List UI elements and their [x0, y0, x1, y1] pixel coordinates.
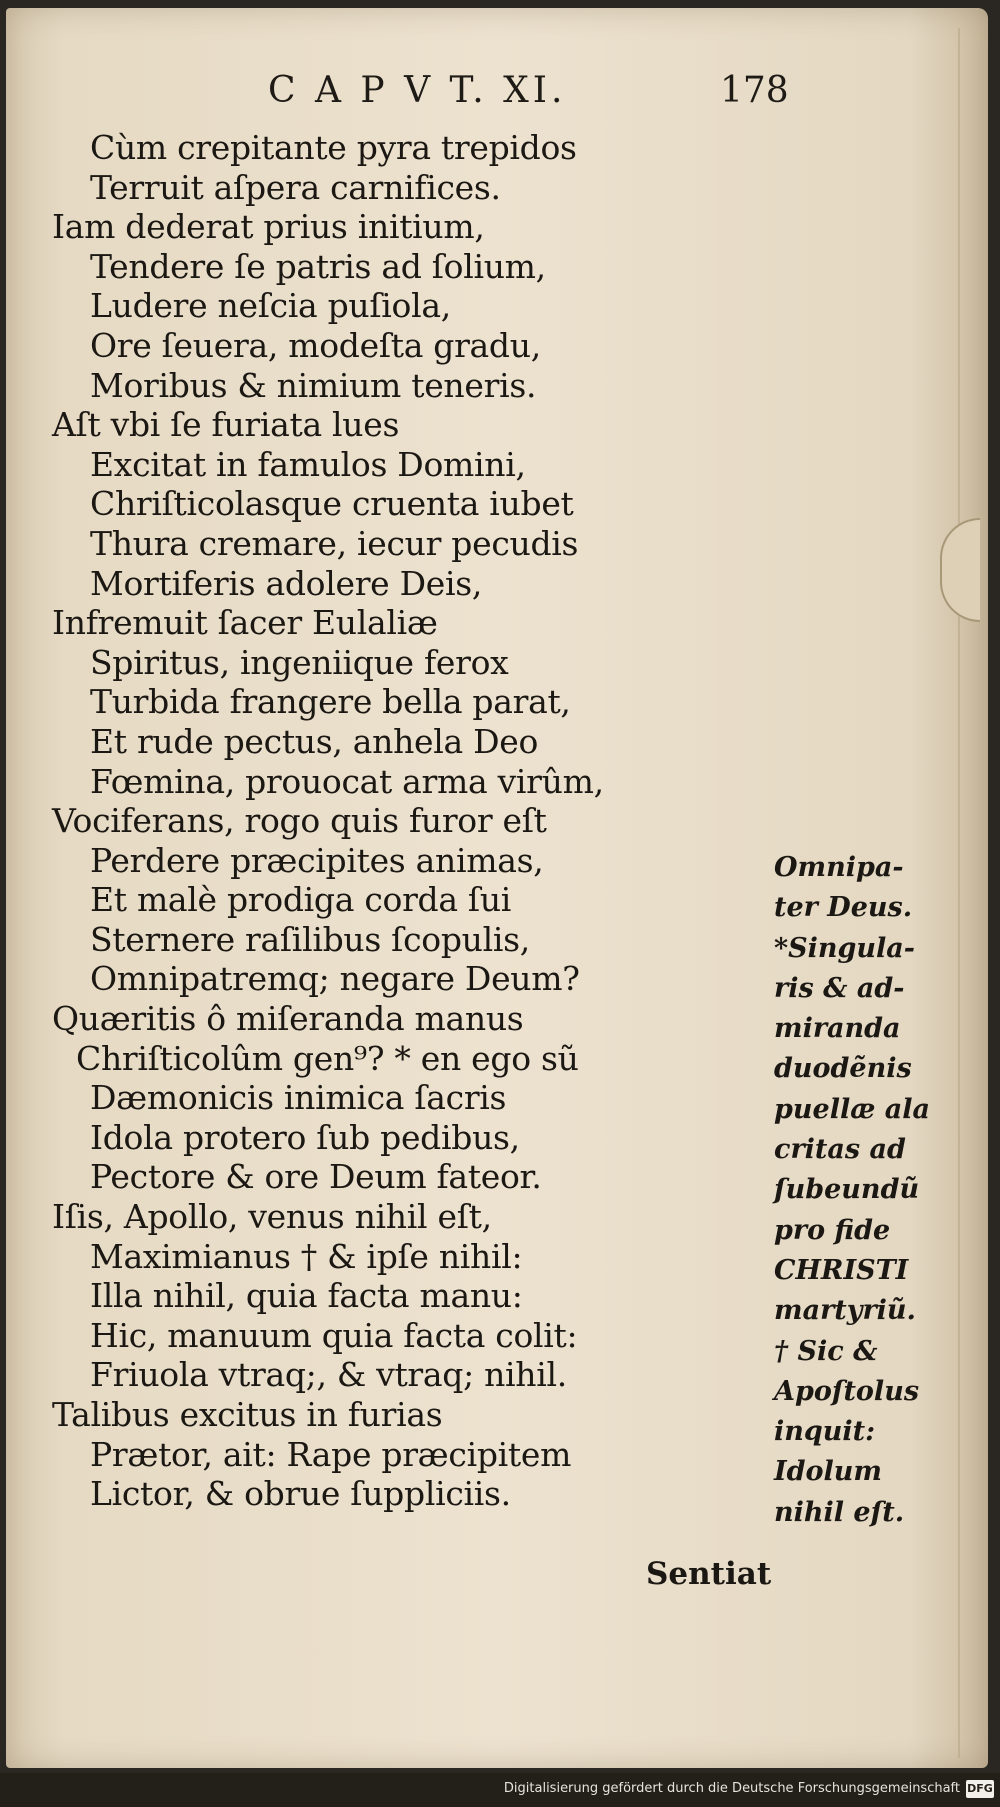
marginal-note-line: miranda — [774, 1013, 901, 1045]
verse-line: Et rude pectus, anhela Deo — [90, 721, 539, 761]
verse-line: Aſt vbi ſe furiata lues — [52, 405, 400, 445]
dfg-logo: DFG — [966, 1780, 994, 1798]
marginal-note-line: ris & ad- — [774, 972, 905, 1004]
verse-line: Excitat in famulos Domini, — [90, 444, 526, 484]
marginal-note-line: martyriũ. — [774, 1295, 916, 1327]
catchword: Sentiat — [646, 1556, 772, 1592]
verse-line: Sternere raſilibus ſcopulis, — [90, 919, 530, 959]
verse-line: Vociferans, rogo quis furor eſt — [52, 801, 547, 841]
marginal-note-line: critas ad — [774, 1134, 906, 1166]
verse-line: Chriſticolûm gen⁹? * en ego sũ — [76, 1038, 579, 1078]
funding-credit: Digitalisierung gefördert durch die Deutsche Forschungsgemeinschaft — [503, 1781, 960, 1796]
digitization-footer — [0, 1773, 1000, 1807]
verse-line: Iam dederat prius initium, — [52, 207, 485, 247]
book-page — [6, 8, 988, 1768]
marginal-note-line: Apoſtolus — [774, 1375, 920, 1407]
verse-line: Turbida frangere bella parat, — [90, 682, 571, 722]
page-edge — [958, 28, 970, 1758]
verse-line: Spiritus, ingeniique ferox — [90, 642, 509, 682]
page-header — [6, 70, 988, 130]
marginal-note — [774, 848, 954, 1533]
verse-line: Friuola vtraq;, & vtraq; nihil. — [90, 1355, 567, 1395]
marginal-note-line: ter Deus. — [774, 892, 913, 924]
verse-line: Idola protero ſub pedibus, — [90, 1117, 520, 1157]
verse-line: Perdere præcipites animas, — [90, 840, 544, 880]
verse-line: Et malè prodiga corda ſui — [90, 880, 512, 920]
verse-line: Infremuit ſacer Eulaliæ — [52, 603, 438, 643]
verse-line: Cùm crepitante pyra trepidos — [90, 128, 577, 167]
verse-line: Ore ſeuera, modeſta gradu, — [90, 325, 541, 365]
running-head: C A P V T. XI. — [268, 70, 567, 111]
verse-line: Thura cremare, iecur pecudis — [90, 523, 579, 563]
verse-line: Hic, manuum quia facta colit: — [90, 1315, 578, 1355]
marginal-note-line: nihil eſt. — [774, 1496, 905, 1528]
marginal-note-line: inquit: — [774, 1416, 876, 1448]
marginal-note-line: † Sic & — [774, 1335, 878, 1367]
marginal-note-line: ſubeundũ — [774, 1174, 920, 1206]
marginal-note-line: puellæ ala — [774, 1093, 931, 1125]
verse-line: Illa nihil, quia facta manu: — [90, 1276, 523, 1316]
marginal-note-line: duodẽnis — [774, 1053, 912, 1085]
marginal-note-line: Omnipa- — [774, 852, 904, 883]
verse-line: Moribus & nimium teneris. — [90, 365, 537, 405]
verse-line: Iſis, Apollo, venus nihil eſt, — [52, 1197, 492, 1237]
verse-line: Mortiferis adolere Deis, — [90, 563, 483, 603]
verse-line: Quæritis ô miſeranda manus — [52, 999, 524, 1039]
verse-line: Fœmina, prouocat arma virûm, — [90, 761, 604, 801]
marginal-note-line: *Singula- — [774, 932, 915, 964]
verse-line: Prætor, ait: Rape præcipitem — [90, 1434, 572, 1474]
page-number: 178 — [720, 70, 789, 111]
verse-line: Maximianus † & ipſe nihil: — [90, 1236, 523, 1276]
marginal-note-line: Idolum — [774, 1456, 882, 1488]
verse-line: Chriſticolasque cruenta iubet — [90, 484, 574, 524]
verse-line: Ludere neſcia puſiola, — [90, 286, 451, 326]
book-clasp — [940, 518, 980, 622]
verse-block — [6, 128, 646, 1514]
verse-line: Dæmonicis inimica ſacris — [90, 1078, 507, 1118]
verse-line: Lictor, & obrue ſuppliciis. — [90, 1474, 511, 1514]
verse-line: Pectore & ore Deum fateor. — [90, 1157, 542, 1197]
marginal-note-line: pro fide — [774, 1214, 891, 1246]
verse-line: Terruit aſpera carnifices. — [90, 167, 501, 207]
verse-line: Tendere ſe patris ad ſolium, — [90, 246, 546, 286]
verse-line: Omnipatremq; negare Deum? — [90, 959, 580, 999]
marginal-note-line: CHRISTI — [774, 1254, 909, 1286]
verse-line: Talibus excitus in furias — [52, 1395, 443, 1434]
